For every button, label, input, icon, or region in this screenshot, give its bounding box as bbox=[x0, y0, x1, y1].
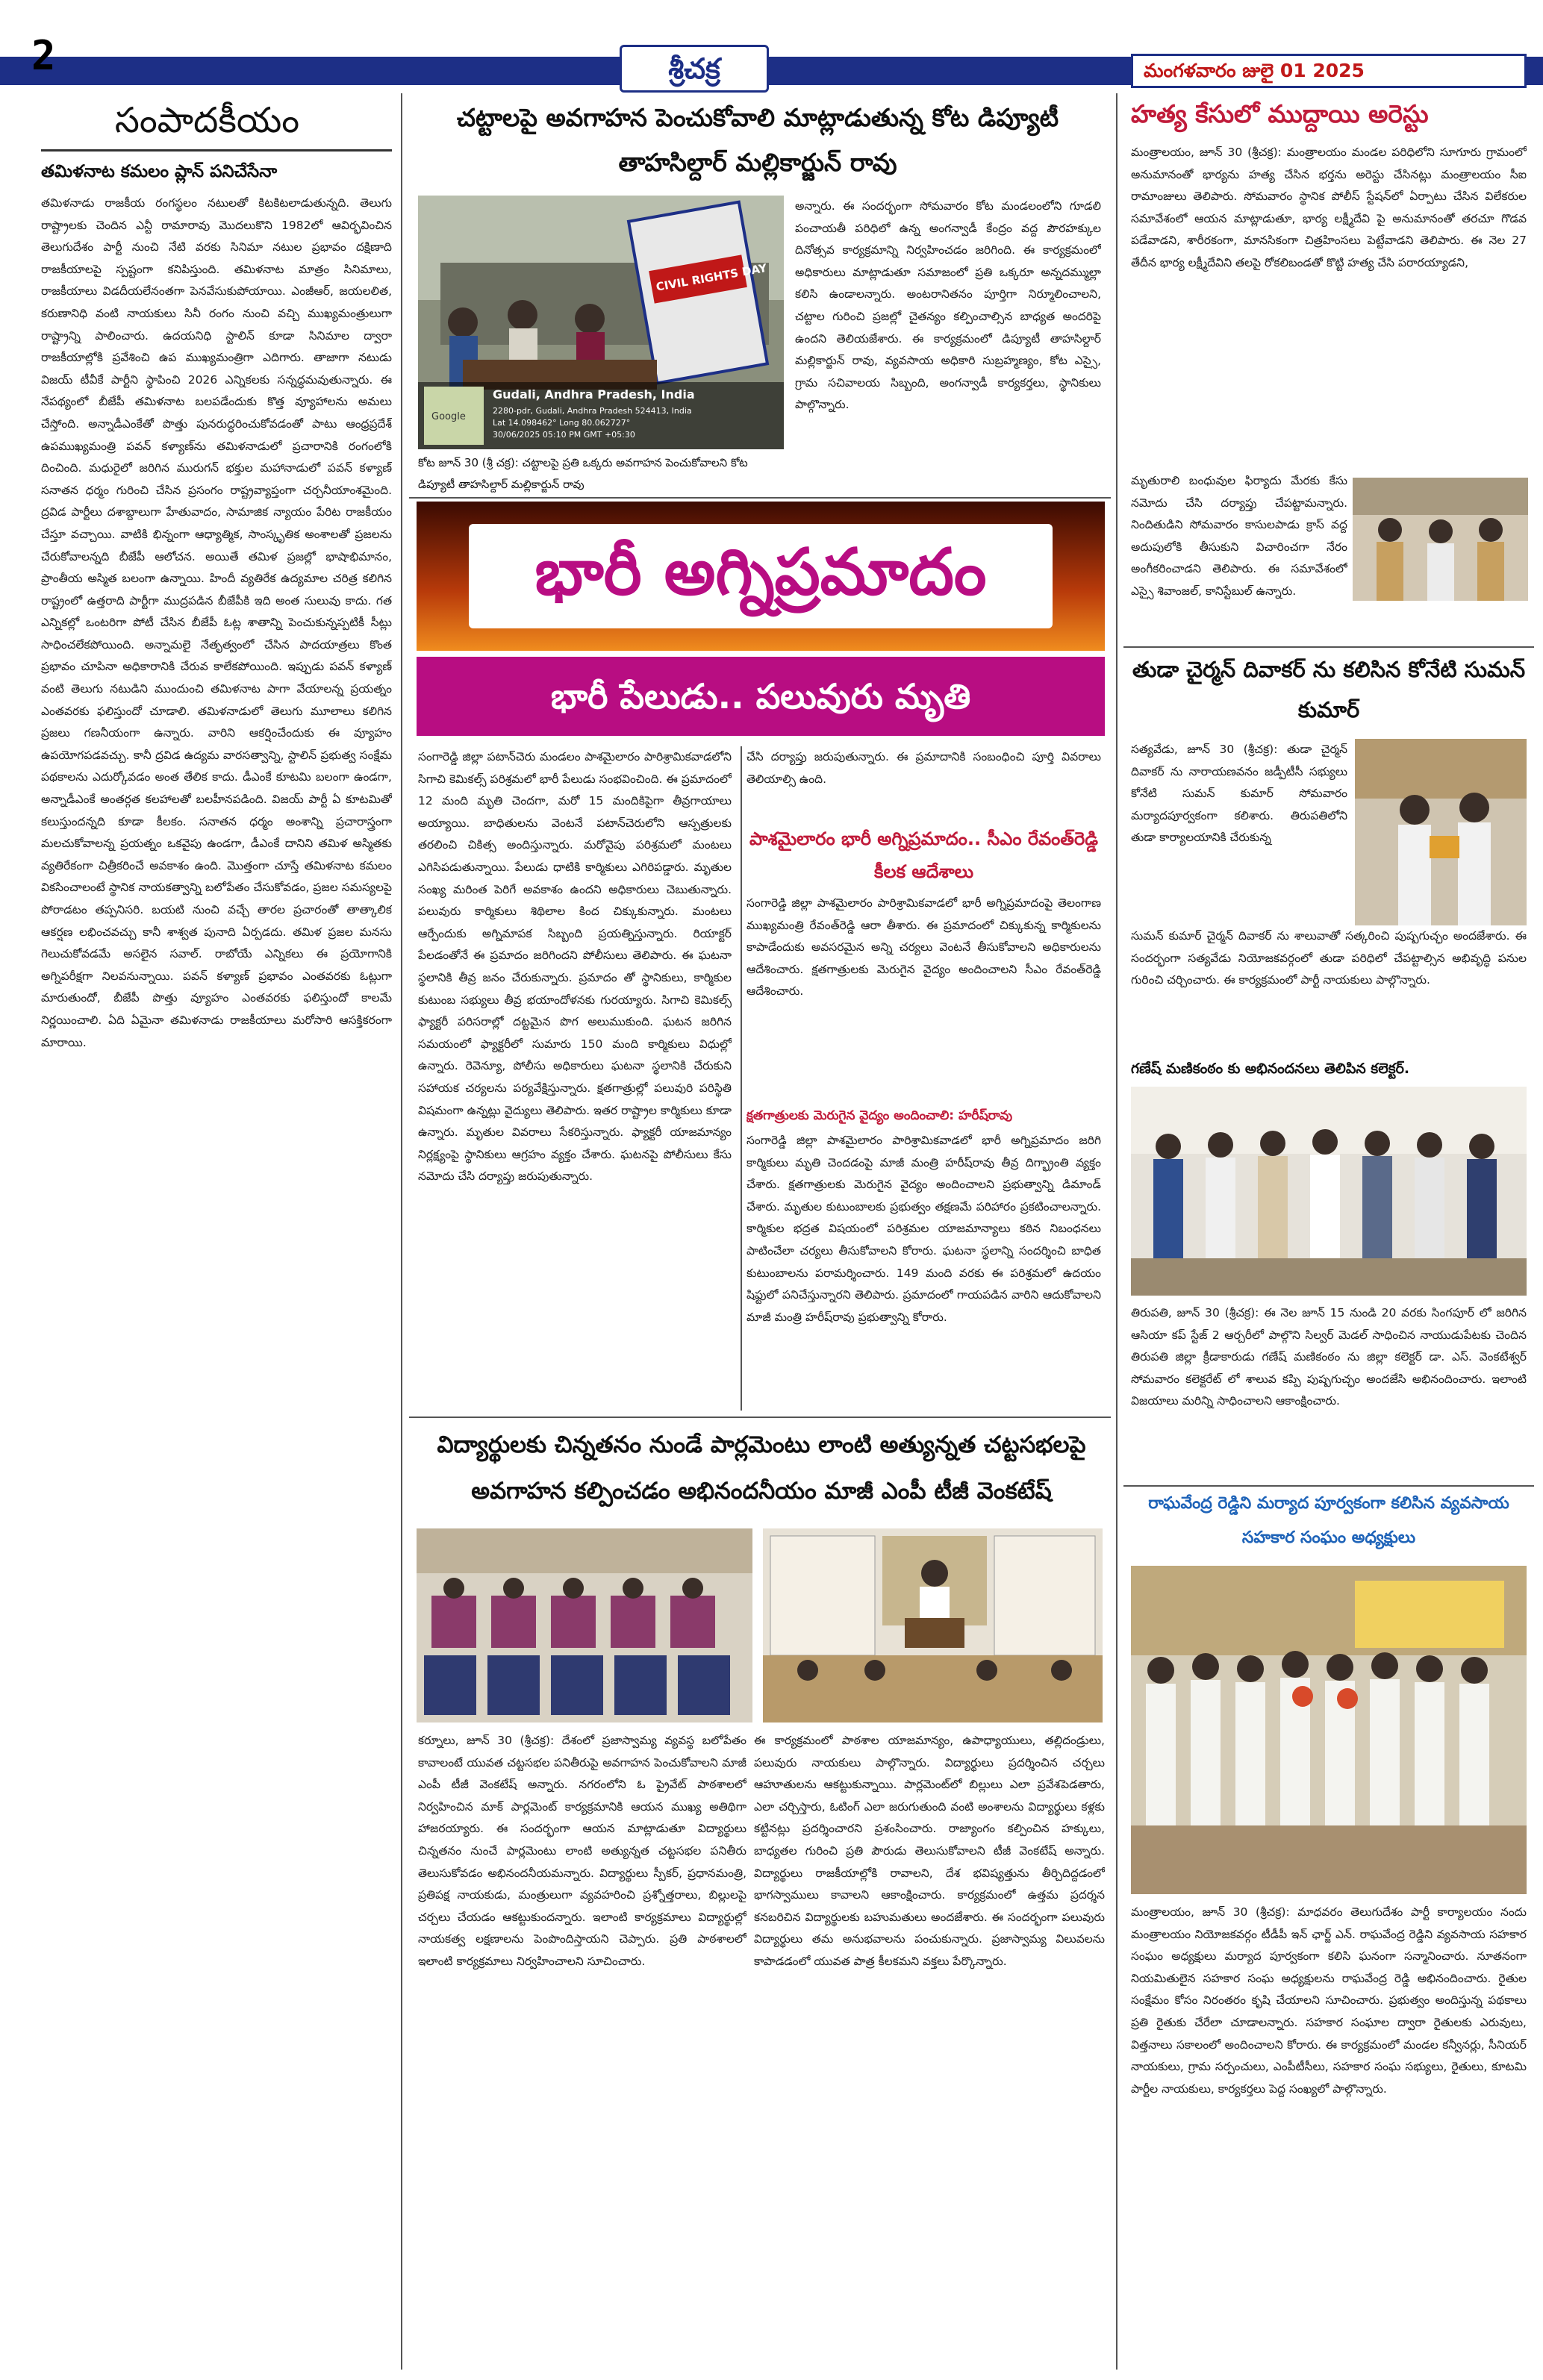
tuda-body-1: సత్యవేడు, జూన్ 30 (శ్రీచక్ర): తుడా చైర్మన్ దివాకర్ ను నారాయణవనం జడ్పీటీసీ సభ్యులు కోనేటి సుమన్ కుమార్ సోమవారం మర్యాదపూర్వకంగా కలిశారు. తిరుపతిలోని తుడా కార్యాలయానికి చేరుకున్న bbox=[1131, 743, 1347, 845]
fire-body-col4: సంగారెడ్డి జిల్లా పాశమైలారం పారిశ్రామికవాడలో భారీ అగ్నిప్రమాదం జరిగి కార్మికులు మృతి చెందడంపై మాజీ మంత్రి హరీష్‌రావు తీవ్ర దిగ్భ్రాంతి వ్యక్తం చేశారు. క్షతగాత్రులకు మెరుగైన వైద్యం అందించాలని ప్రభుత్వాన్ని డిమాండ్ చేశారు. మృతుల కుటుంబాలకు ప్రభుత్వం తక్షణమే పరిహారం ప్రకటించాలన్నారు. కార్మికుల భద్రత విషయంలో పరిశ్రమల యాజమాన్యాలు కఠిన నిబంధనలు పాటించేలా చర్యలు తీసుకోవాలని కోరారు. ఘటనా స్థలాన్ని సందర్శించి బాధిత కుటుంబాలను పరామర్శించారు. 149 మంది వరకు ఈ పరిశ్రమలో ఉదయం షిఫ్టులో పనిచేస్తున్నారని తెలిపారు. ప్రమాదంలో గాయపడిన వారిని ఆదుకోవాలని మాజీ మంత్రి హరీష్‌రావు ప్రభుత్వాన్ని కోరారు. bbox=[746, 1134, 1101, 1324]
fire-banner-title: భారీ అగ్నిప్రమాదం bbox=[534, 535, 987, 610]
page-number: 2 bbox=[31, 33, 56, 79]
students-body-col2: ఈ కార్యక్రమంలో పాఠశాల యాజమాన్యం, ఉపాధ్యాయులు, తల్లిదండ్రులు, పలువురు నాయకులు పాల్గొన్నారు. విద్యార్థులు ప్రదర్శించిన చర్చలు ఆహూతులను ఆకట్టుకున్నాయి. పార్లమెంట్‌లో బిల్లులు ఎలా ప్రవేశపెడతారు, ఎలా చర్చిస్తారు, ఓటింగ్ ఎలా జరుగుతుంది వంటి అంశాలను విద్యార్థులు కళ్లకు కట్టినట్లు ప్రదర్శించారని ప్రశంసించారు. రాజ్యాంగం కల్పించిన హక్కులు, బాధ్యతల గురించి ప్రతి పౌరుడు తెలుసుకోవాలని టీజీ వెంకటేష్ అన్నారు. విద్యార్థులు రాజకీయాల్లోకి రావాలని, దేశ భవిష్యత్తును తీర్చిదిద్దడంలో భాగస్వాములు కావాలని ఆకాంక్షించారు. కార్యక్రమంలో ఉత్తమ ప్రదర్శన కనబరిచిన విద్యార్థులకు బహుమతులు అందజేశారు. ఈ సందర్భంగా పలువురు విద్యార్థులు తమ అనుభవాలను పంచుకున్నారు. ప్రజాస్వామ్య విలువలను కాపాడడంలో యువత పాత్ర కీలకమని వక్తలు పేర్కొన్నారు. bbox=[754, 1734, 1105, 1968]
fire-subhead-cm: పాశమైలారం భారీ అగ్నిప్రమాదం.. సీఎం రేవంత్‌రెడ్డి కీలక ఆదేశాలు bbox=[749, 828, 1098, 882]
newspaper-logo: శ్రీచక్ర bbox=[620, 45, 769, 93]
agri-body: మంత్రాలయం, జూన్ 30 (శ్రీచక్ర): మాధవరం తెలుగుదేశం పార్టీ కార్యాలయం నందు మంత్రాలయం నియోజకవర్గం టీడీపీ ఇన్ ఛార్జ్ ఎన్. రాఘవేంద్ర రెడ్డిని వ్యవసాయ సహకార సంఘం అధ్యక్షులు మర్యాద పూర్వకంగా కలిసి ఘనంగా సన్మానించారు. నూతనంగా నియమితులైన సహకార సంఘ అధ్యక్షులను రాఘవేంద్ర రెడ్డి అభినందించారు. రైతుల సంక్షేమం కోసం నిరంతరం కృషి చేయాలని సూచించారు. ప్రభుత్వం అందిస్తున్న పథకాలు ప్రతి రైతుకు చేరేలా చూడాలన్నారు. సహకార సంఘాల ద్వారా రైతులకు ఎరువులు, విత్తనాలు సకాలంలో అందించాలని కోరారు. ఈ కార్యక్రమంలో మండల కన్వీనర్లు, సీనియర్ నాయకులు, గ్రామ సర్పంచులు, ఎంపీటీసీలు, సహకార సంఘ సభ్యులు, రైతులు, కూటమి పార్టీల నాయకులు, కార్యకర్తలు పెద్ద సంఖ్యలో పాల్గొన్నారు. bbox=[1131, 1905, 1527, 2096]
gps-lat-long: Lat 14.098462° Long 80.062727° bbox=[493, 418, 631, 428]
agri-headline: రాఘవేంద్ర రెడ్డిని మర్యాద పూర్వకంగా కలిసిన వ్యవసాయ సహకార సంఘం అధ్యక్షులు bbox=[1148, 1494, 1509, 1547]
students-photo-audience bbox=[417, 1528, 752, 1722]
tuda-headline: తుడా చైర్మన్ దివాకర్ ను కలిసిన కోనేటి సుమన్ కుమార్ bbox=[1132, 657, 1526, 722]
fire-banner-subtitle-box bbox=[417, 657, 1105, 736]
column-divider bbox=[401, 93, 402, 2370]
fire-body-col2: చేసి దర్యాప్తు జరుపుతున్నారు. ఈ ప్రమాదానికి సంబంధించి పూర్తి వివరాలు తెలియాల్సి ఉంది. bbox=[746, 750, 1101, 786]
ganesh-body: తిరుపతి, జూన్ 30 (శ్రీచక్ర): ఈ నెల జూన్ 15 నుండి 20 వరకు సింగపూర్ లో జరిగిన ఆసియా కప్ స్టేజ్ 2 ఆర్చరీలో పాల్గొని సిల్వర్ మెడల్ సాధించిన నాయుడుపేటకు చెందిన తిరుపతి జిల్లా క్రీడాకారుడు గణేష్ మణికంఠం ను జిల్లా కలెక్టర్ డా. ఎస్. వెంకటేశ్వర్ సోమవారం కలెక్టరేట్ లో శాలువ కప్పి పుష్పగుచ్ఛం అందజేసి అభినందించారు. ఇలాంటి విజయాలు మరిన్ని సాధించాలని ఆకాంక్షించారు. bbox=[1131, 1306, 1527, 1408]
editorial-section-title: సంపాదకీయం bbox=[114, 100, 300, 141]
students-body-col1: కర్నూలు, జూన్ 30 (శ్రీచక్ర): దేశంలో ప్రజాస్వామ్య వ్యవస్థ బలోపేతం కావాలంటే యువత చట్టసభల పనితీరుపై అవగాహన పెంచుకోవాలని మాజీ ఎంపీ టీజీ వెంకటేష్ అన్నారు. నగరంలోని ఓ ప్రైవేట్ పాఠశాలలో నిర్వహించిన మాక్ పార్లమెంట్ కార్యక్రమానికి ఆయన ముఖ్య అతిథిగా హాజరయ్యారు. ఈ సందర్భంగా ఆయన మాట్లాడుతూ విద్యార్థులు చిన్నతనం నుంచే పార్లమెంటు లాంటి అత్యున్నత చట్టసభల పనితీరు తెలుసుకోవడం అభినందనీయమన్నారు. విద్యార్థులు స్పీకర్, ప్రధానమంత్రి, ప్రతిపక్ష నాయకుడు, మంత్రులుగా వ్యవహరించి ప్రశ్నోత్తరాలు, బిల్లులపై చర్చలు చేయడం ఆకట్టుకుందన్నారు. ఇలాంటి కార్యక్రమాలు విద్యార్థుల్లో నాయకత్వ లక్షణాలను పెంపొందిస్తాయని చెప్పారు. ప్రతి పాఠశాలలో ఇలాంటి కార్యక్రమాలు నిర్వహించాలని సూచించారు. bbox=[418, 1734, 746, 1968]
fire-subhead-harish: క్షతగాత్రులకు మెరుగైన వైద్యం అందించాలి: హరీష్‌రావు bbox=[746, 1108, 1013, 1123]
lead-photo-caption: కోట జూన్ 30 (శ్రీ చక్ర): చట్టాలపై ప్రతి ఒక్కరు అవగాహన పెంచుకోవాలని కోట డిప్యూటీ తాహసిల్దార్ మల్లికార్జున్ రావు bbox=[418, 456, 748, 491]
column-divider bbox=[1116, 93, 1117, 2370]
issue-date: మంగళవారం జులై 01 2025 bbox=[1144, 60, 1365, 81]
date-box bbox=[1131, 54, 1527, 88]
editorial-underline bbox=[41, 149, 392, 152]
students-photo-stage bbox=[763, 1528, 1103, 1722]
lead-photo bbox=[418, 196, 784, 449]
lead-body: అన్నారు. ఈ సందర్భంగా సోమవారం కోట మండలంలోని గూడలి పంచాయతీ పరిధిలో ఉన్న అంగన్వాడీ కేంద్రం వద్ద పౌరహక్కుల దినోత్సవ కార్యక్రమాన్ని నిర్వహించడం జరిగింది. ఈ కార్యక్రమంలో అధికారులు మాట్లాడుతూ సమాజంలో ప్రతి ఒక్కరూ అన్నదమ్ముల్లా కలిసి ఉండాలన్నారు. అంటరానితనం పూర్తిగా నిర్మూలించాలని, చట్టాల గురించి ప్రజల్లో చైతన్యం కల్పించాల్సిన బాధ్యత అందరిపై ఉందని తెలియజేశారు. ఈ కార్యక్రమంలో డిప్యూటీ తాహసిల్దార్ మల్లికార్జున్ రావు, వ్యవసాయ అధికారి సుబ్రహ్మణ్యం, కోట ఎస్సై, గ్రామ సచివాలయ సిబ్బంది, అంగన్వాడీ కార్యకర్తలు, స్థానికులు పాల్గొన్నారు. bbox=[795, 199, 1101, 412]
row-divider bbox=[409, 1417, 1111, 1418]
map-label: Google bbox=[431, 411, 466, 422]
fire-body-col3: సంగారెడ్డి జిల్లా పాశమైలారం పారిశ్రామికవాడలో భారీ అగ్నిప్రమాదంపై తెలంగాణ ముఖ్యమంత్రి రేవంత్‌రెడ్డి ఆరా తీశారు. ఈ ప్రమాదంలో చిక్కుకున్న కార్మికులను కాపాడేందుకు అవసరమైన అన్ని చర్యలు వెంటనే తీసుకోవాలని అధికారులను ఆదేశించారు. క్షతగాత్రులకు మెరుగైన వైద్యం అందించాలని సీఎం రేవంత్‌రెడ్డి ఆదేశించారు. bbox=[746, 896, 1101, 999]
editorial-body: తమిళనాడు రాజకీయ రంగస్థలం నటులతో కిటకిటలాడుతున్నది. తెలుగు రాష్ట్రాలకు చెందిన ఎన్టీ రామారావు మొదలుకొని 1982లో ఆవిర్భవించిన తెలుగుదేశం పార్టీ నుంచి నేటి వరకు సినిమా నటుల ప్రభావం దక్షిణాది రాజకీయాలపై స్పష్టంగా కనిపిస్తుంది. తమిళనాట మాత్రం సినిమాలు, రాజకీయాలు విడదీయలేనంతగా పెనవేసుకుపోయాయి. ఎంజీఆర్, జయలలిత, కరుణానిధి వంటి నాయకులు సినీ రంగం నుంచి వచ్చి ముఖ్యమంత్రులుగా రాష్ట్రాన్ని పాలించారు. ఉదయనిధి స్టాలిన్ కూడా సినిమాల ద్వారా రాజకీయాల్లోకి ప్రవేశించి ఉప ముఖ్యమంత్రిగా ఎదిగారు. తాజాగా నటుడు విజయ్ టీవీకే పార్టీని స్థాపించి 2026 ఎన్నికలకు సన్నద్ధమవుతున్నారు. ఈ నేపథ్యంలో బీజేపీ తమిళనాట బలపడేందుకు కొత్త వ్యూహాలను అమలు చేస్తోంది. అన్నాడీఎంకేతో పొత్తు పునరుద్ధరించుకోవడంతో పాటు ఆంధ్రప్రదేశ్ ఉపముఖ్యమంత్రి పవన్ కళ్యాణ్‌ను తమిళనాడులో ప్రచారానికి రంగంలోకి దించింది. మధురైలో జరిగిన మురుగన్ భక్తుల మహానాడులో పవన్ కళ్యాణ్ సనాతన ధర్మం గురించి చేసిన ప్రసంగం రాష్ట్రవ్యాప్తంగా చర్చనీయాంశమైంది. ద్రవిడ పార్టీలు దశాబ్దాలుగా హేతువాదం, సామాజిక న్యాయం పేరిట రాజకీయం చేస్తూ వచ్చాయి. వాటికి భిన్నంగా ఆధ్యాత్మిక, సాంస్కృతిక అంశాలతో ప్రజలను చేరుకోవాలన్నది బీజేపీ ఆలోచన. అయితే తమిళ ప్రజల్లో భాషాభిమానం, ప్రాంతీయ అస్మిత బలంగా ఉన్నాయి. హిందీ వ్యతిరేక ఉద్యమాల చరిత్ర కలిగిన రాష్ట్రంలో ఉత్తరాది పార్టీగా ముద్రపడిన బీజేపీకి ఇది అంత సులువు కాదు. గత ఎన్నికల్లో ఒంటరిగా పోటీ చేసిన బీజేపీ ఓట్ల శాతాన్ని పెంచుకున్నప్పటికీ సీట్లు సాధించలేకపోయింది. అన్నామలై నేతృత్వంలో చేసిన పాదయాత్రలు కొంత ప్రభావం చూపినా అధికారానికి చేరువ కాలేకపోయింది. ఇప్పుడు పవన్ కళ్యాణ్ వంటి తెలుగు నటుడిని ముందుంచి తమిళనాట పాగా వేయాలన్న ప్రయత్నం ఎంతవరకు ఫలిస్తుందో చూడాలి. తమిళనాడులో తెలుగు మూలాలు కలిగిన ప్రజలు గణనీయంగా ఉన్నారు. వారిని ఆకర్షించేందుకు ఈ వ్యూహం ఉపయోగపడవచ్చు. కానీ ద్రవిడ ఉద్యమ వారసత్వాన్ని, స్టాలిన్ ప్రభుత్వ సంక్షేమ పథకాలను ఎదుర్కోవడం అంత తేలిక కాదు. డీఎంకే కూటమి బలంగా ఉండగా, అన్నాడీఎంకే అంతర్గత కలహాలతో బలహీనపడింది. విజయ్ పార్టీ ఏ కూటమితో కలుస్తుందన్నది కూడా కీలకం. సనాతన ధర్మం అంశాన్ని ప్రచారాస్త్రంగా మలచుకోవాలన్న ప్రయత్నం ఒకవైపు ఉండగా, డీఎంకే దానిని తమిళ అస్మితకు వ్యతిరేకంగా చిత్రీకరించే అవకాశం ఉంది. మొత్తంగా చూస్తే తమిళనాట కమలం వికసించాలంటే స్థానిక నాయకత్వాన్ని బలోపేతం చేసుకోవడం, ప్రజల సమస్యలపై పోరాడటం తప్పనిసరి. బయటి నుంచి వచ్చే తారల ప్రచారంతో తాత్కాలిక ఆకర్షణ లభించవచ్చు కానీ శాశ్వత పునాది ఏర్పడదు. తమిళ ప్రజల మనసు గెలుచుకోవడమే అసలైన సవాల్. రాబోయే ఎన్నికలు ఈ ప్రయోగానికి అగ్నిపరీక్షగా నిలవనున్నాయి. పవన్ కళ్యాణ్ ప్రభావం ఎంతవరకు ఓట్లుగా మారుతుందో, బీజేపీ పొత్తు వ్యూహం ఎంతవరకు ఫలిస్తుందో కాలమే నిర్ణయించాలి. ఏది ఏమైనా తమిళనాడు రాజకీయాలు మరోసారి ఆసక్తికరంగా మారాయి. bbox=[41, 196, 392, 1049]
ganesh-photo bbox=[1131, 1087, 1527, 1296]
tuda-photo bbox=[1355, 739, 1527, 925]
fire-banner bbox=[417, 502, 1105, 651]
civil-rights-banner-text: CIVIL RIGHTS DAY bbox=[655, 260, 768, 294]
ganesh-headline: గణేష్ మణికంఠం కు అభినందనలు తెలిపిన కలెక్టర్. bbox=[1131, 1061, 1410, 1077]
column-divider bbox=[741, 746, 742, 1411]
lead-headline: చట్టాలపై అవగాహన పెంచుకోవాలి మాట్లాడుతున్న కోట డిప్యూటీ తాహసిల్దార్ మల్లికార్జున్ రావు bbox=[456, 103, 1059, 177]
gps-title: Gudali, Andhra Pradesh, India bbox=[493, 387, 695, 402]
murder-body-2: మృతురాలి బంధువుల ఫిర్యాదు మేరకు కేసు నమోదు చేసి దర్యాప్తు చేపట్టామన్నారు. నిందితుడిని సోమవారం కాసులపాడు క్రాస్ వద్ద అదుపులోకి తీసుకుని విచారించగా నేరం అంగీకరించాడని తెలిపారు. ఈ సమావేశంలో ఎస్సై శివాంజల్, కానిస్టేబుల్ ఉన్నారు. bbox=[1131, 474, 1347, 598]
students-headline: విద్యార్థులకు చిన్నతనం నుండే పార్లమెంటు లాంటి అత్యున్నత చట్టసభలపై అవగాహన కల్పించడం అభినందనీయం మాజీ ఎంపీ టీజీ వెంకటేష్ bbox=[437, 1431, 1086, 1505]
murder-photo bbox=[1353, 478, 1528, 601]
fire-body-col1: సంగారెడ్డి జిల్లా పటాన్‌చెరు మండలం పాశమైలారం పారిశ్రామికవాడలోని సిగాచి కెమికల్స్ పరిశ్రమలో భారీ పేలుడు సంభవించింది. ఈ ప్రమాదంలో 12 మంది మృతి చెందగా, మరో 15 మందికిపైగా తీవ్రగాయాలు అయ్యాయి. బాధితులను వెంటనే పటాన్‌చెరులోని ఆస్పత్రులకు తరలించి చికిత్స అందిస్తున్నారు. మరోవైపు పరిశ్రమలో మంటలు ఎగిసిపడుతున్నాయి. పేలుడు ధాటికి కార్మికులు ఎగిరిపడ్డారు. మృతుల సంఖ్య మరింత పెరిగే అవకాశం ఉందని అధికారులు చెబుతున్నారు. పలువురు కార్మికులు శిథిలాల కింద చిక్కుకున్నారు. మంటలు ఆర్పేందుకు అగ్నిమాపక సిబ్బంది ప్రయత్నిస్తున్నారు. రియాక్టర్ పేలడంతోనే ఈ ప్రమాదం జరిగిందని పోలీసులు తెలిపారు. ఈ ఘటనా స్థలానికి తీవ్ర జనం చేరుకున్నారు. ప్రమాదం తో స్థానికులు, కార్మికుల కుటుంబ సభ్యులు తీవ్ర భయాందోళనకు గురయ్యారు. సిగాచి కెమికల్స్ ఫ్యాక్టరీ పరిసరాల్లో దట్టమైన పొగ అలుముకుంది. ఘటన జరిగిన సమయంలో ఫ్యాక్టరీలో సుమారు 150 మంది కార్మికులు విధుల్లో ఉన్నారు. రెవెన్యూ, పోలీసు అధికారులు ఘటనా స్థలానికి చేరుకుని సహాయక చర్యలను పర్యవేక్షిస్తున్నారు. క్షతగాత్రుల్లో పలువురి పరిస్థితి విషమంగా ఉన్నట్లు వైద్యులు తెలిపారు. ఇతర రాష్ట్రాల కార్మికులు కూడా ఉన్నారు. మృతుల వివరాలు సేకరిస్తున్నారు. ఫ్యాక్టరీ యాజమాన్యం నిర్లక్ష్యంపై స్థానికులు ఆగ్రహం వ్యక్తం చేశారు. ఘటనపై పోలీసులు కేసు నమోదు చేసి దర్యాప్తు జరుపుతున్నారు. bbox=[418, 750, 732, 1184]
gps-time: 30/06/2025 05:10 PM GMT +05:30 bbox=[493, 430, 635, 440]
tuda-body-2: సుమన్ కుమార్ చైర్మన్ దివాకర్ ను శాలువాతో సత్కరించి పుష్పగుచ్ఛం అందజేశారు. ఈ సందర్భంగా సత్యవేడు నియోజకవర్గంలో తుడా పరిధిలో చేపట్టాల్సిన అభివృద్ధి పనుల గురించి చర్చించారు. ఈ కార్యక్రమంలో పార్టీ నాయకులు పాల్గొన్నారు. bbox=[1131, 929, 1527, 987]
murder-body: మంత్రాలయం, జూన్ 30 (శ్రీచక్ర): మంత్రాలయం మండల పరిధిలోని సూగూరు గ్రామంలో అనుమానంతో భార్యను హత్య చేసిన భర్తను అరెస్టు చేసినట్లు మంత్రాలయం సీఐ రామాంజులు తెలిపారు. సోమవారం స్థానిక పోలీస్ స్టేషన్‌లో ఏర్పాటు చేసిన విలేకరుల సమావేశంలో ఆయన మాట్లాడుతూ, భార్య లక్ష్మీదేవి పై అనుమానంతో తరచూ గొడవ పడేవాడని, శారీరకంగా, మానసికంగా చిత్రహింసలు పెట్టేవాడని తెలిపారు. ఈ నెల 27 తేదీన భార్య లక్ష్మీదేవిని తలపై రోకలిబండతో కొట్టి హత్య చేసి పరారయ్యాడని, bbox=[1131, 146, 1527, 269]
editorial-headline: తమిళనాట కమలం ప్లాన్ పనిచేసేనా bbox=[41, 162, 278, 181]
agri-photo bbox=[1131, 1566, 1527, 1894]
fire-banner-subtitle: భారీ పేలుడు.. పలువురు మృతి bbox=[550, 676, 971, 716]
row-divider bbox=[1123, 646, 1534, 648]
murder-headline: హత్య కేసులో ముద్దాయి అరెస్టు bbox=[1131, 99, 1429, 128]
gps-detail: 2280-pdr, Gudali, Andhra Pradesh 524413, India bbox=[493, 406, 692, 416]
